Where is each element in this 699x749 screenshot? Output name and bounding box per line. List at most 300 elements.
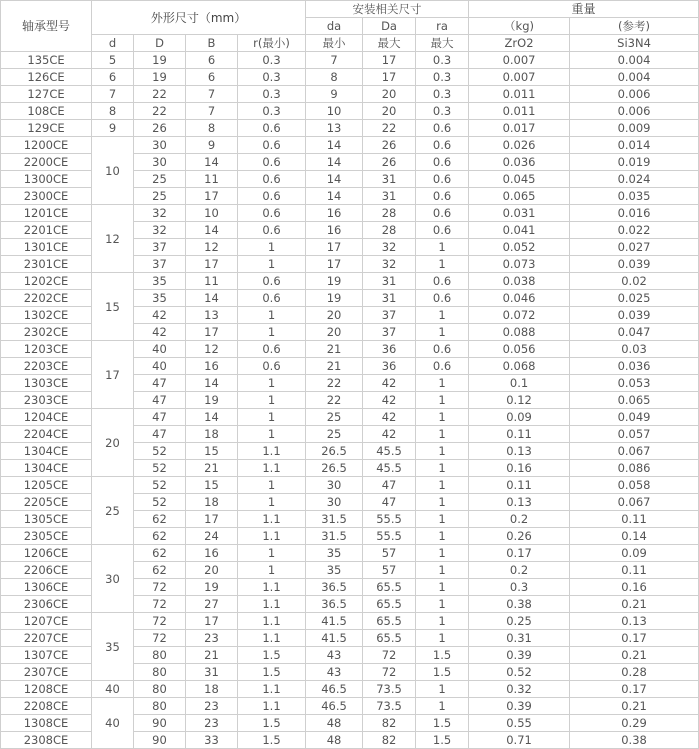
cell-Da: 82 xyxy=(363,715,416,732)
cell-B: 10 xyxy=(186,205,238,222)
cell-D: 80 xyxy=(134,698,186,715)
cell-weight-si3n4: 0.035 xyxy=(570,188,699,205)
cell-Da: 31 xyxy=(363,188,416,205)
cell-da: 14 xyxy=(306,137,363,154)
cell-B: 21 xyxy=(186,647,238,664)
cell-da: 17 xyxy=(306,239,363,256)
cell-r-min: 1.1 xyxy=(238,630,306,647)
cell-model: 126CE xyxy=(1,69,92,86)
header-mounting: 安装相关尺寸 xyxy=(306,1,469,18)
cell-model: 1302CE xyxy=(1,307,92,324)
table-row xyxy=(1,698,699,715)
cell-ra: 0.6 xyxy=(416,120,469,137)
cell-r-min: 0.3 xyxy=(238,103,306,120)
cell-weight-si3n4: 0.024 xyxy=(570,171,699,188)
cell-da: 14 xyxy=(306,154,363,171)
cell-weight-zro2: 0.017 xyxy=(469,120,570,137)
cell-Da: 72 xyxy=(363,647,416,664)
cell-r-min: 1.5 xyxy=(238,647,306,664)
cell-model: 2205CE xyxy=(1,494,92,511)
cell-weight-si3n4: 0.086 xyxy=(570,460,699,477)
cell-weight-zro2: 0.007 xyxy=(469,52,570,69)
cell-weight-zro2: 0.031 xyxy=(469,205,570,222)
cell-ra: 1 xyxy=(416,239,469,256)
cell-weight-si3n4: 0.11 xyxy=(570,511,699,528)
cell-D: 52 xyxy=(134,494,186,511)
table-row xyxy=(1,477,699,494)
cell-Da: 32 xyxy=(363,256,416,273)
cell-weight-zro2: 0.13 xyxy=(469,443,570,460)
cell-da: 16 xyxy=(306,205,363,222)
cell-ra: 1 xyxy=(416,579,469,596)
cell-Da: 73.5 xyxy=(363,698,416,715)
cell-ra: 1 xyxy=(416,494,469,511)
cell-D: 42 xyxy=(134,307,186,324)
cell-weight-si3n4: 0.039 xyxy=(570,256,699,273)
cell-weight-zro2: 0.32 xyxy=(469,681,570,698)
cell-weight-si3n4: 0.014 xyxy=(570,137,699,154)
cell-D: 52 xyxy=(134,443,186,460)
cell-B: 17 xyxy=(186,324,238,341)
cell-Da: 20 xyxy=(363,86,416,103)
cell-ra: 1.5 xyxy=(416,732,469,749)
header-da-min: 最小 xyxy=(306,35,363,52)
header-r-min: r(最小) xyxy=(238,35,306,52)
cell-Da: 26 xyxy=(363,137,416,154)
cell-B: 27 xyxy=(186,596,238,613)
cell-D: 35 xyxy=(134,290,186,307)
cell-Da: 65.5 xyxy=(363,613,416,630)
header-D: D xyxy=(134,35,186,52)
cell-B: 14 xyxy=(186,222,238,239)
cell-da: 31.5 xyxy=(306,511,363,528)
cell-weight-si3n4: 0.17 xyxy=(570,630,699,647)
cell-ra: 0.6 xyxy=(416,205,469,222)
cell-model: 108CE xyxy=(1,103,92,120)
cell-da: 36.5 xyxy=(306,596,363,613)
cell-r-min: 1 xyxy=(238,239,306,256)
cell-ra: 0.3 xyxy=(416,52,469,69)
cell-da: 26.5 xyxy=(306,460,363,477)
cell-da: 14 xyxy=(306,188,363,205)
cell-model: 1305CE xyxy=(1,511,92,528)
table-row xyxy=(1,681,699,698)
cell-ra: 1 xyxy=(416,256,469,273)
cell-model: 2208CE xyxy=(1,698,92,715)
cell-B: 14 xyxy=(186,154,238,171)
cell-B: 12 xyxy=(186,239,238,256)
cell-d: 9 xyxy=(92,120,134,137)
header-model: 轴承型号 xyxy=(1,1,92,52)
cell-D: 37 xyxy=(134,239,186,256)
cell-model: 1301CE xyxy=(1,239,92,256)
cell-model: 2201CE xyxy=(1,222,92,239)
cell-weight-zro2: 0.026 xyxy=(469,137,570,154)
cell-weight-zro2: 0.038 xyxy=(469,273,570,290)
cell-ra: 1 xyxy=(416,443,469,460)
cell-weight-si3n4: 0.004 xyxy=(570,69,699,86)
cell-model: 2206CE xyxy=(1,562,92,579)
cell-B: 23 xyxy=(186,715,238,732)
cell-weight-zro2: 0.12 xyxy=(469,392,570,409)
cell-r-min: 1.5 xyxy=(238,715,306,732)
cell-B: 16 xyxy=(186,545,238,562)
cell-weight-zro2: 0.052 xyxy=(469,239,570,256)
table-row xyxy=(1,52,699,69)
table-row xyxy=(1,103,699,120)
cell-da: 35 xyxy=(306,562,363,579)
cell-model: 2207CE xyxy=(1,630,92,647)
header-si3n4: Si3N4 xyxy=(570,35,699,52)
cell-weight-zro2: 0.17 xyxy=(469,545,570,562)
cell-B: 23 xyxy=(186,630,238,647)
cell-Da: 42 xyxy=(363,375,416,392)
cell-da: 14 xyxy=(306,171,363,188)
cell-r-min: 1 xyxy=(238,256,306,273)
cell-B: 7 xyxy=(186,103,238,120)
cell-B: 14 xyxy=(186,290,238,307)
cell-weight-zro2: 0.55 xyxy=(469,715,570,732)
cell-Da: 82 xyxy=(363,732,416,749)
table-row xyxy=(1,341,699,358)
cell-r-min: 1.1 xyxy=(238,681,306,698)
cell-weight-zro2: 0.011 xyxy=(469,103,570,120)
cell-D: 80 xyxy=(134,664,186,681)
cell-B: 19 xyxy=(186,392,238,409)
table-header xyxy=(1,1,699,52)
cell-ra: 1 xyxy=(416,375,469,392)
cell-Da: 47 xyxy=(363,494,416,511)
cell-d: 35 xyxy=(92,613,134,681)
cell-r-min: 1 xyxy=(238,392,306,409)
cell-D: 47 xyxy=(134,409,186,426)
cell-weight-zro2: 0.09 xyxy=(469,409,570,426)
cell-D: 40 xyxy=(134,341,186,358)
cell-model: 2308CE xyxy=(1,732,92,749)
cell-da: 7 xyxy=(306,52,363,69)
cell-B: 17 xyxy=(186,511,238,528)
cell-Da: 65.5 xyxy=(363,596,416,613)
cell-da: 25 xyxy=(306,426,363,443)
cell-weight-si3n4: 0.057 xyxy=(570,426,699,443)
cell-r-min: 1.1 xyxy=(238,511,306,528)
cell-D: 72 xyxy=(134,630,186,647)
cell-ra: 1 xyxy=(416,681,469,698)
cell-da: 35 xyxy=(306,545,363,562)
cell-D: 80 xyxy=(134,647,186,664)
cell-weight-si3n4: 0.14 xyxy=(570,528,699,545)
cell-model: 1307CE xyxy=(1,647,92,664)
cell-Da: 57 xyxy=(363,545,416,562)
cell-model: 1304CE xyxy=(1,443,92,460)
cell-weight-si3n4: 0.016 xyxy=(570,205,699,222)
cell-d: 10 xyxy=(92,137,134,205)
cell-model: 2306CE xyxy=(1,596,92,613)
cell-D: 72 xyxy=(134,596,186,613)
cell-da: 48 xyxy=(306,715,363,732)
cell-Da: 28 xyxy=(363,222,416,239)
cell-Da: 31 xyxy=(363,171,416,188)
cell-D: 80 xyxy=(134,681,186,698)
cell-ra: 1 xyxy=(416,562,469,579)
cell-r-min: 0.6 xyxy=(238,222,306,239)
cell-B: 21 xyxy=(186,460,238,477)
cell-Da: 37 xyxy=(363,324,416,341)
cell-D: 42 xyxy=(134,324,186,341)
table-row xyxy=(1,137,699,154)
cell-weight-zro2: 0.3 xyxy=(469,579,570,596)
cell-ra: 0.6 xyxy=(416,273,469,290)
cell-model: 1303CE xyxy=(1,375,92,392)
cell-D: 37 xyxy=(134,256,186,273)
cell-model: 2307CE xyxy=(1,664,92,681)
cell-model: 1308CE xyxy=(1,715,92,732)
cell-B: 31 xyxy=(186,664,238,681)
cell-ra: 1 xyxy=(416,426,469,443)
cell-B: 24 xyxy=(186,528,238,545)
cell-r-min: 0.6 xyxy=(238,154,306,171)
cell-weight-si3n4: 0.049 xyxy=(570,409,699,426)
cell-D: 90 xyxy=(134,715,186,732)
cell-weight-zro2: 0.31 xyxy=(469,630,570,647)
cell-ra: 1 xyxy=(416,528,469,545)
cell-r-min: 0.6 xyxy=(238,205,306,222)
cell-r-min: 0.6 xyxy=(238,341,306,358)
cell-Da: 36 xyxy=(363,341,416,358)
cell-r-min: 1 xyxy=(238,477,306,494)
cell-weight-zro2: 0.068 xyxy=(469,358,570,375)
cell-Da: 45.5 xyxy=(363,460,416,477)
cell-B: 11 xyxy=(186,273,238,290)
cell-ra: 1 xyxy=(416,545,469,562)
cell-weight-zro2: 0.046 xyxy=(469,290,570,307)
cell-da: 36.5 xyxy=(306,579,363,596)
cell-Da: 65.5 xyxy=(363,579,416,596)
cell-r-min: 1.1 xyxy=(238,579,306,596)
cell-weight-zro2: 0.38 xyxy=(469,596,570,613)
header-da: da xyxy=(306,18,363,35)
cell-model: 1201CE xyxy=(1,205,92,222)
cell-Da: 72 xyxy=(363,664,416,681)
cell-r-min: 0.6 xyxy=(238,137,306,154)
cell-D: 30 xyxy=(134,137,186,154)
cell-d: 12 xyxy=(92,205,134,273)
cell-weight-zro2: 0.007 xyxy=(469,69,570,86)
cell-Da: 28 xyxy=(363,205,416,222)
cell-r-min: 1.1 xyxy=(238,443,306,460)
cell-Da: 55.5 xyxy=(363,528,416,545)
cell-model: 1204CE xyxy=(1,409,92,426)
cell-Da: 37 xyxy=(363,307,416,324)
cell-r-min: 1.1 xyxy=(238,698,306,715)
table-row xyxy=(1,409,699,426)
cell-weight-si3n4: 0.004 xyxy=(570,52,699,69)
cell-weight-zro2: 0.065 xyxy=(469,188,570,205)
cell-weight-si3n4: 0.067 xyxy=(570,494,699,511)
cell-weight-zro2: 0.13 xyxy=(469,494,570,511)
cell-model: 127CE xyxy=(1,86,92,103)
cell-B: 16 xyxy=(186,358,238,375)
cell-weight-si3n4: 0.28 xyxy=(570,664,699,681)
cell-weight-si3n4: 0.022 xyxy=(570,222,699,239)
cell-weight-zro2: 0.011 xyxy=(469,86,570,103)
cell-D: 26 xyxy=(134,120,186,137)
cell-ra: 1 xyxy=(416,409,469,426)
cell-Da: 31 xyxy=(363,290,416,307)
cell-model: 2301CE xyxy=(1,256,92,273)
cell-B: 15 xyxy=(186,443,238,460)
cell-weight-zro2: 0.088 xyxy=(469,324,570,341)
cell-ra: 1 xyxy=(416,477,469,494)
cell-model: 2202CE xyxy=(1,290,92,307)
cell-ra: 0.6 xyxy=(416,290,469,307)
cell-D: 52 xyxy=(134,460,186,477)
cell-B: 18 xyxy=(186,681,238,698)
cell-weight-zro2: 0.25 xyxy=(469,613,570,630)
cell-D: 40 xyxy=(134,358,186,375)
cell-model: 2203CE xyxy=(1,358,92,375)
cell-weight-si3n4: 0.058 xyxy=(570,477,699,494)
cell-Da: 73.5 xyxy=(363,681,416,698)
table-row xyxy=(1,69,699,86)
header-weight: 重量 xyxy=(469,1,699,18)
cell-weight-si3n4: 0.03 xyxy=(570,341,699,358)
cell-D: 32 xyxy=(134,222,186,239)
cell-weight-si3n4: 0.11 xyxy=(570,562,699,579)
cell-D: 62 xyxy=(134,562,186,579)
cell-model: 1300CE xyxy=(1,171,92,188)
table-row xyxy=(1,273,699,290)
cell-B: 6 xyxy=(186,69,238,86)
cell-Da: 32 xyxy=(363,239,416,256)
header-d: d xyxy=(92,35,134,52)
cell-weight-zro2: 0.2 xyxy=(469,562,570,579)
cell-da: 46.5 xyxy=(306,698,363,715)
cell-B: 6 xyxy=(186,52,238,69)
cell-da: 8 xyxy=(306,69,363,86)
cell-da: 48 xyxy=(306,732,363,749)
table-row xyxy=(1,120,699,137)
header-ra-max: 最大 xyxy=(416,35,469,52)
cell-weight-si3n4: 0.025 xyxy=(570,290,699,307)
cell-B: 23 xyxy=(186,698,238,715)
cell-D: 32 xyxy=(134,205,186,222)
cell-da: 19 xyxy=(306,290,363,307)
header-B: B xyxy=(186,35,238,52)
cell-weight-si3n4: 0.053 xyxy=(570,375,699,392)
cell-B: 7 xyxy=(186,86,238,103)
cell-r-min: 0.6 xyxy=(238,171,306,188)
cell-r-min: 1.5 xyxy=(238,732,306,749)
cell-da: 21 xyxy=(306,358,363,375)
cell-da: 31.5 xyxy=(306,528,363,545)
cell-da: 46.5 xyxy=(306,681,363,698)
cell-ra: 0.3 xyxy=(416,69,469,86)
cell-D: 25 xyxy=(134,171,186,188)
cell-weight-si3n4: 0.16 xyxy=(570,579,699,596)
cell-model: 1306CE xyxy=(1,579,92,596)
cell-weight-zro2: 0.39 xyxy=(469,647,570,664)
cell-da: 22 xyxy=(306,375,363,392)
cell-B: 14 xyxy=(186,375,238,392)
cell-B: 33 xyxy=(186,732,238,749)
cell-B: 14 xyxy=(186,409,238,426)
header-zro2: ZrO2 xyxy=(469,35,570,52)
cell-D: 22 xyxy=(134,103,186,120)
cell-weight-zro2: 0.1 xyxy=(469,375,570,392)
cell-B: 13 xyxy=(186,307,238,324)
cell-ra: 1.5 xyxy=(416,715,469,732)
cell-model: 129CE xyxy=(1,120,92,137)
cell-D: 30 xyxy=(134,154,186,171)
header-kg: （kg) xyxy=(469,18,570,35)
cell-weight-si3n4: 0.21 xyxy=(570,698,699,715)
cell-weight-zro2: 0.52 xyxy=(469,664,570,681)
cell-r-min: 0.6 xyxy=(238,188,306,205)
cell-r-min: 0.6 xyxy=(238,273,306,290)
cell-weight-si3n4: 0.047 xyxy=(570,324,699,341)
cell-weight-si3n4: 0.21 xyxy=(570,647,699,664)
cell-ra: 0.6 xyxy=(416,222,469,239)
cell-r-min: 1 xyxy=(238,324,306,341)
cell-model: 1203CE xyxy=(1,341,92,358)
cell-r-min: 1 xyxy=(238,545,306,562)
cell-ra: 1 xyxy=(416,596,469,613)
cell-model: 1208CE xyxy=(1,681,92,698)
cell-D: 62 xyxy=(134,528,186,545)
cell-da: 13 xyxy=(306,120,363,137)
cell-ra: 1 xyxy=(416,613,469,630)
cell-r-min: 1 xyxy=(238,426,306,443)
cell-d: 15 xyxy=(92,273,134,341)
cell-da: 9 xyxy=(306,86,363,103)
table-row xyxy=(1,613,699,630)
cell-D: 25 xyxy=(134,188,186,205)
cell-d: 17 xyxy=(92,341,134,409)
cell-r-min: 0.3 xyxy=(238,69,306,86)
cell-model: 1202CE xyxy=(1,273,92,290)
cell-D: 52 xyxy=(134,477,186,494)
cell-B: 17 xyxy=(186,256,238,273)
cell-d: 25 xyxy=(92,477,134,545)
cell-r-min: 0.3 xyxy=(238,52,306,69)
cell-weight-zro2: 0.11 xyxy=(469,426,570,443)
cell-B: 12 xyxy=(186,341,238,358)
cell-ra: 0.3 xyxy=(416,86,469,103)
cell-da: 20 xyxy=(306,324,363,341)
cell-weight-zro2: 0.056 xyxy=(469,341,570,358)
cell-model: 2200CE xyxy=(1,154,92,171)
cell-B: 15 xyxy=(186,477,238,494)
cell-B: 18 xyxy=(186,426,238,443)
cell-ra: 1 xyxy=(416,307,469,324)
cell-ra: 1 xyxy=(416,392,469,409)
cell-ra: 1 xyxy=(416,511,469,528)
cell-B: 20 xyxy=(186,562,238,579)
cell-weight-zro2: 0.073 xyxy=(469,256,570,273)
cell-da: 19 xyxy=(306,273,363,290)
cell-da: 25 xyxy=(306,409,363,426)
cell-Da: 36 xyxy=(363,358,416,375)
cell-weight-zro2: 0.045 xyxy=(469,171,570,188)
cell-r-min: 1.5 xyxy=(238,664,306,681)
cell-model: 2303CE xyxy=(1,392,92,409)
cell-weight-zro2: 0.072 xyxy=(469,307,570,324)
cell-da: 26.5 xyxy=(306,443,363,460)
cell-ra: 0.6 xyxy=(416,137,469,154)
cell-da: 17 xyxy=(306,256,363,273)
cell-weight-si3n4: 0.13 xyxy=(570,613,699,630)
